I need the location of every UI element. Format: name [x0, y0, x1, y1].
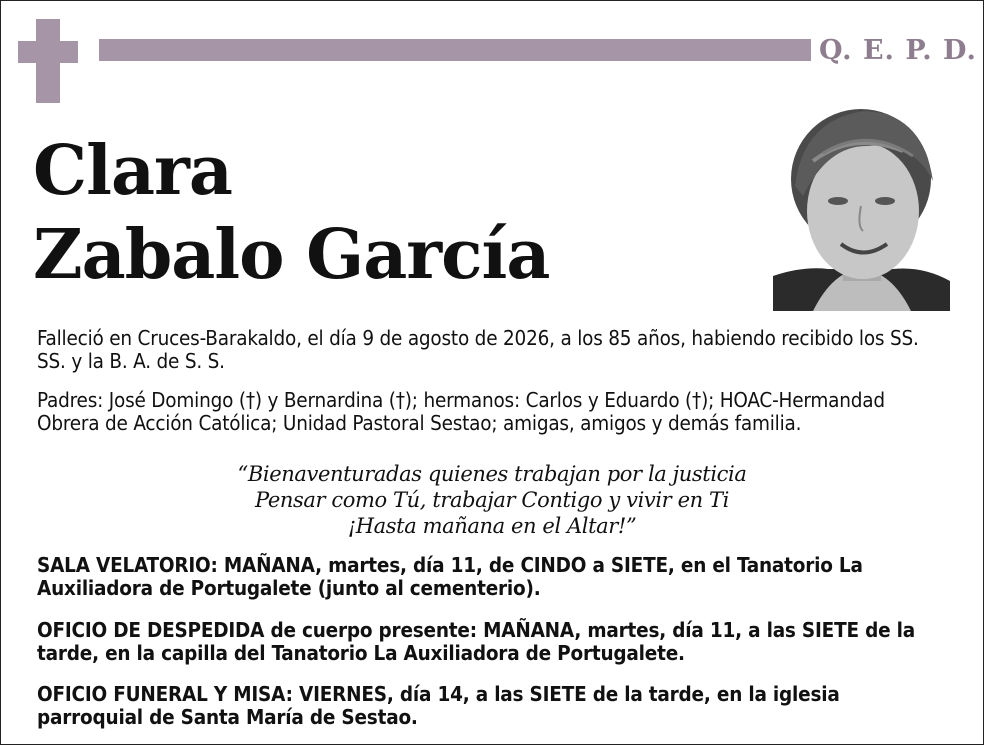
- quote-line: “Bienaventuradas quienes trabajan por la justicia: [237, 462, 747, 486]
- header-rule: [99, 39, 811, 61]
- quote-line: ¡Hasta mañana en el Altar!”: [347, 514, 637, 538]
- family-list: Padres: José Domingo (†) y Bernardina (†); hermanos: Carlos y Eduardo (†); HOAC-Hermandad Obrera de Acción Católica; Unidad Pastoral Sestao; amigas, amigos y demás familia.: [37, 388, 885, 435]
- qepd-label: Q. E. P. D.: [819, 35, 977, 66]
- wake-info: SALA VELATORIO: MAÑANA, martes, día 11, de CINDO a SIETE, en el Tanatorio La Auxiliadora de Portugalete (junto al cementerio).: [37, 553, 863, 600]
- deceased-name: [33, 129, 549, 297]
- portrait-illustration: [773, 101, 950, 311]
- first-name: Clara: [33, 131, 232, 211]
- funeral-mass-info: OFICIO FUNERAL Y MISA: VIERNES, día 14, a las SIETE de la tarde, en la iglesia parroquial de Santa María de Sestao.: [37, 682, 840, 729]
- memorial-quote: [37, 461, 947, 539]
- death-details: Falleció en Cruces-Barakaldo, el día 9 de agosto de 2026, a los 85 años, habiendo recibido los SS. SS. y la B. A. de S. S.: [37, 326, 919, 373]
- surname: Zabalo García: [33, 215, 550, 295]
- cross-icon-horizontal: [18, 41, 78, 63]
- farewell-service-info: OFICIO DE DESPEDIDA de cuerpo presente: MAÑANA, martes, día 11, a las SIETE de la tarde, en la capilla del Tanatorio La Auxiliadora de Portugalete.: [37, 618, 915, 665]
- portrait-photo: [773, 101, 950, 311]
- quote-line: Pensar como Tú, trabajar Contigo y vivir en Ti: [255, 488, 729, 512]
